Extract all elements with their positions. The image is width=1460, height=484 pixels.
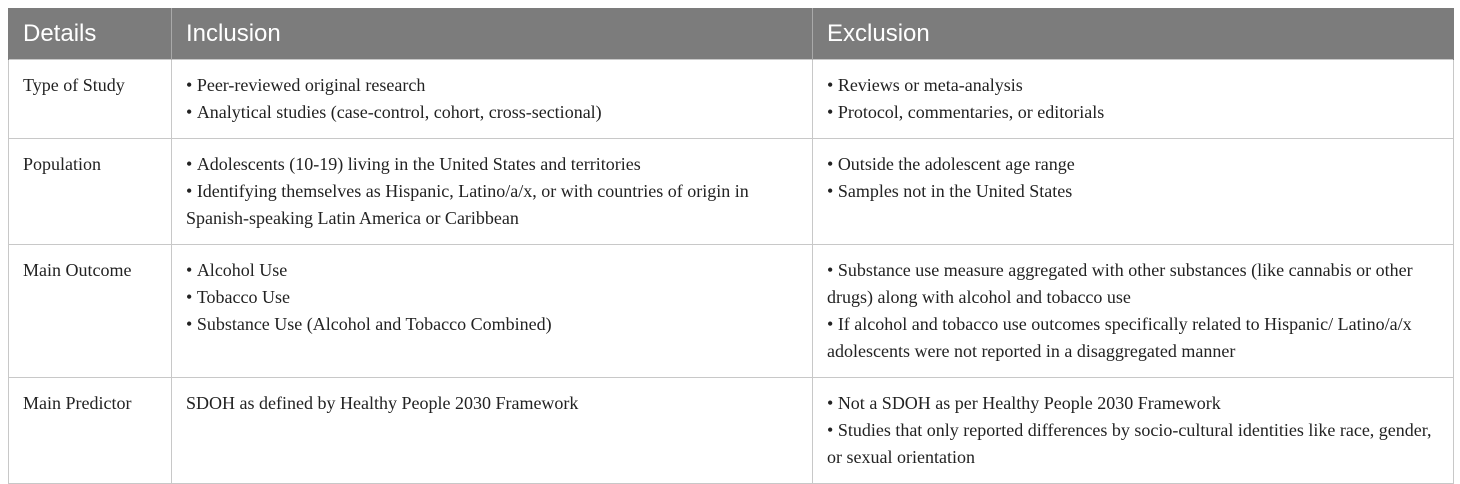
- table-row: [9, 378, 1454, 484]
- inclusion-cell: [172, 60, 813, 139]
- table-row: [9, 245, 1454, 378]
- list-item: • Substance Use (Alcohol and Tobacco Combined): [186, 311, 798, 338]
- inclusion-cell: [172, 245, 813, 378]
- exclusion-cell: [813, 60, 1454, 139]
- list-item: • Alcohol Use: [186, 257, 798, 284]
- table-row: [9, 139, 1454, 245]
- exclusion-cell: [813, 139, 1454, 245]
- list-item: • Peer-reviewed original research: [186, 72, 798, 99]
- header-exclusion: Exclusion: [813, 9, 1454, 60]
- inclusion-list: [186, 72, 798, 126]
- inclusion-list: [186, 151, 798, 232]
- list-item: • Adolescents (10-19) living in the United States and territories: [186, 151, 798, 178]
- list-item: • Studies that only reported differences by socio-cultural identities like race, gender, or sexual orientation: [827, 417, 1439, 471]
- detail-cell: Type of Study: [9, 60, 172, 139]
- list-item: • Not a SDOH as per Healthy People 2030 Framework: [827, 390, 1439, 417]
- table-row: [9, 60, 1454, 139]
- inclusion-cell: SDOH as defined by Healthy People 2030 Framework: [172, 378, 813, 484]
- header-details: Details: [9, 9, 172, 60]
- exclusion-cell: [813, 378, 1454, 484]
- exclusion-cell: [813, 245, 1454, 378]
- list-item: • If alcohol and tobacco use outcomes specifically related to Hispanic/ Latino/a/x adolescents were not reported in a disaggregated manner: [827, 311, 1439, 365]
- list-item: • Protocol, commentaries, or editorials: [827, 99, 1439, 126]
- detail-cell: Population: [9, 139, 172, 245]
- list-item: • Reviews or meta-analysis: [827, 72, 1439, 99]
- exclusion-list: [827, 72, 1439, 126]
- list-item: • Analytical studies (case-control, cohort, cross-sectional): [186, 99, 798, 126]
- list-item: • Tobacco Use: [186, 284, 798, 311]
- inclusion-cell: [172, 139, 813, 245]
- list-item: • Outside the adolescent age range: [827, 151, 1439, 178]
- exclusion-list: [827, 257, 1439, 365]
- detail-cell: Main Outcome: [9, 245, 172, 378]
- header-row: [9, 9, 1454, 60]
- criteria-table: [8, 8, 1454, 484]
- exclusion-list: [827, 390, 1439, 471]
- list-item: • Identifying themselves as Hispanic, Latino/a/x, or with countries of origin in Spanish-speaking Latin America or Caribbean: [186, 178, 798, 232]
- detail-cell: Main Predictor: [9, 378, 172, 484]
- header-inclusion: Inclusion: [172, 9, 813, 60]
- exclusion-list: [827, 151, 1439, 205]
- list-item: • Substance use measure aggregated with other substances (like cannabis or other drugs) along with alcohol and tobacco use: [827, 257, 1439, 311]
- inclusion-list: [186, 257, 798, 338]
- list-item: • Samples not in the United States: [827, 178, 1439, 205]
